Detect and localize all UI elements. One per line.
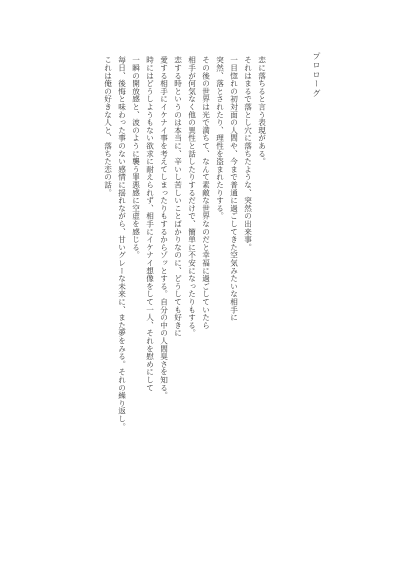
text-line-7: 恋する時というのは本当に、辛いし苦しいことばかりなのに、どうしても好きに <box>173 56 183 337</box>
text-line-10: 一瞬の開放感と、波のように襲う罪悪感に空虚を感じる。 <box>131 56 141 259</box>
text-line-9: 時にはどうしようもない欲求に耐えられず、相手にイケナイ想像をして一人、それを慰めにして <box>145 56 155 392</box>
text-line-3: 一目惚れの初対面の人間や、今まで普通に過ごしてきた空気みたいな相手に <box>229 56 239 322</box>
text-line-1: 恋に落ちると言う表現がある。 <box>257 56 267 166</box>
text-line-6: 相手が何気なく他の異性と話したりするだけで、簡単に不安になったりもする。 <box>187 56 197 337</box>
text-line-4: 突然、落とされたり、理性を盗まれたりする。 <box>215 56 225 220</box>
page-title: プロローグ <box>312 52 321 98</box>
text-line-12: これは俺の好きな人と、落ちた恋の話。 <box>103 56 113 197</box>
text-line-8: 愛する相手にイケナイ事を考えてしまったりもするからゾッとする。自分の中の人間臭さを知る。 <box>159 56 169 400</box>
text-line-2: それはまるで落とし穴に落ちたような、突然の出来事。 <box>243 56 253 251</box>
text-line-11: 毎日、後悔と味わった事のない感情に揺れながら、甘いグレーな未来に、また夢をみる。それの繰り返し。 <box>117 56 127 431</box>
text-line-5: その後の世界は光で満ちて、なんて素敵な世界なのだと幸福に過ごしていたら <box>201 56 211 329</box>
